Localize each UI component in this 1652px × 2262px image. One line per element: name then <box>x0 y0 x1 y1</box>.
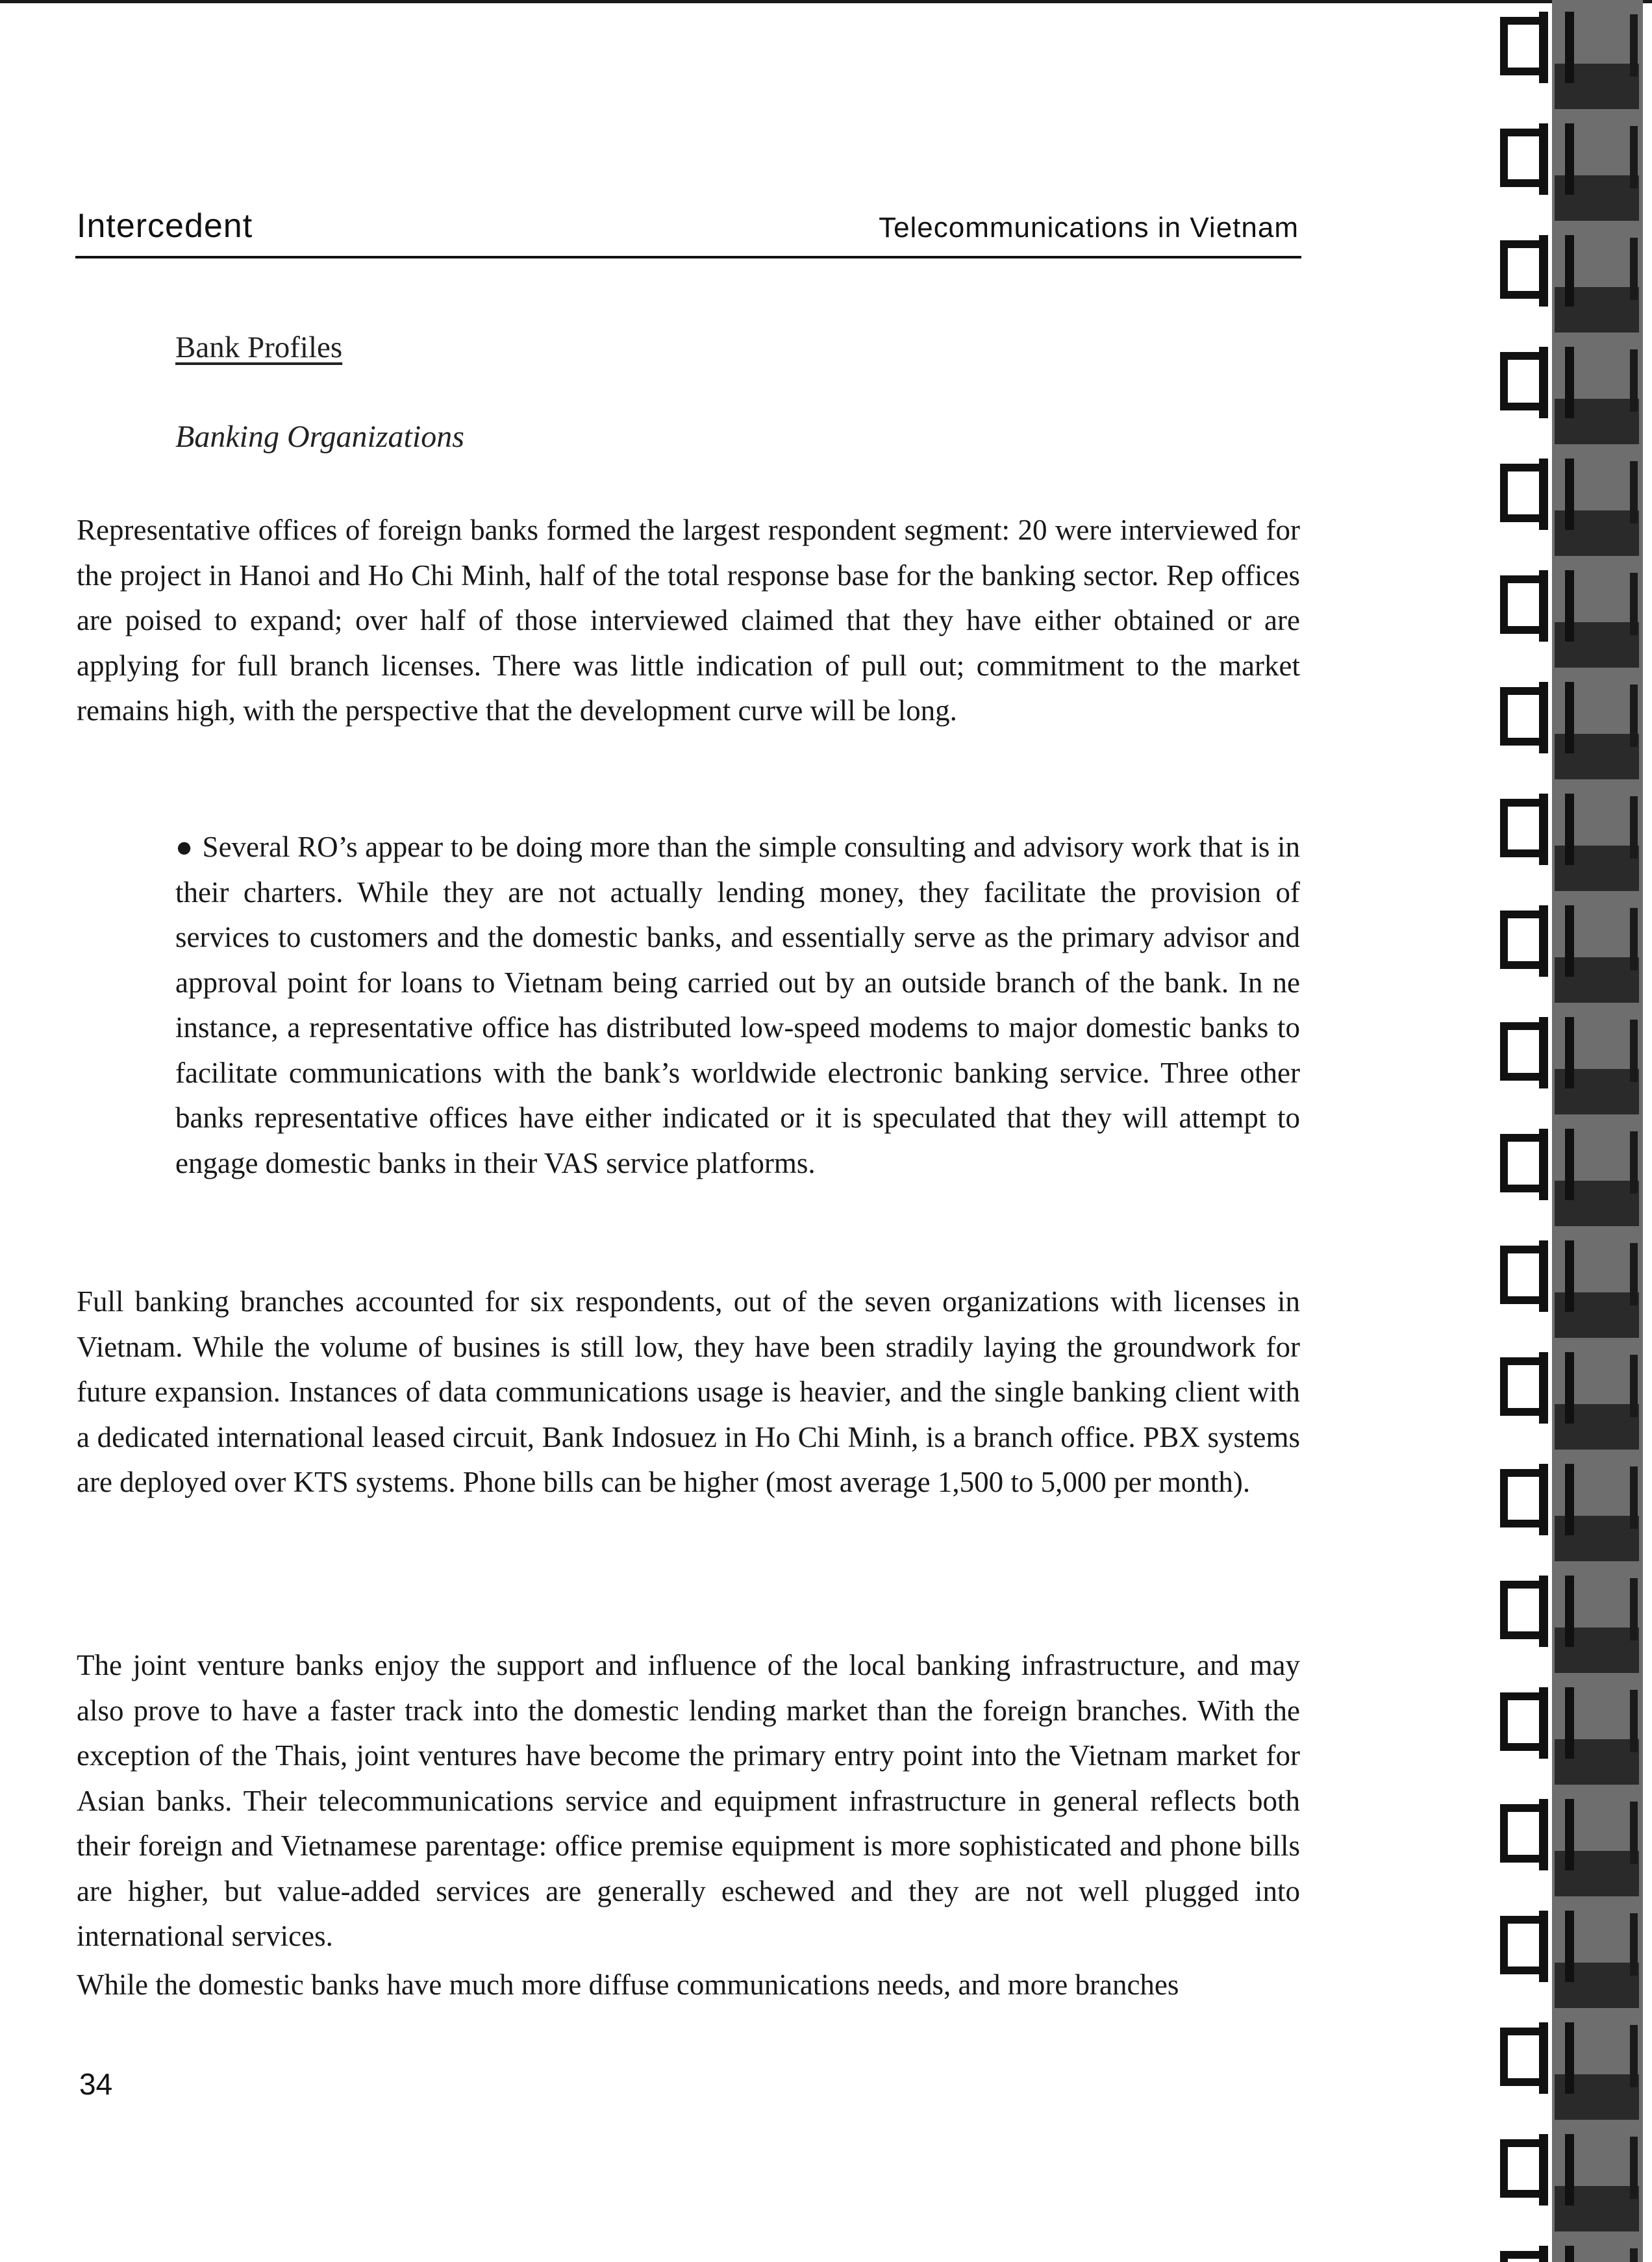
binding-ring-bar <box>1565 1799 1574 1870</box>
binding-coil <box>1504 1250 1539 1300</box>
binding-ring-bar <box>1565 459 1574 530</box>
paragraph-representative-offices: Representative offices of foreign banks formed the largest respondent segment: 20 were interviewed for the project in Hanoi and Ho Chi Minh, half of the total response base for the banking sector. Rep offices are poised to expand; over half of those interviewed claimed that they have either obtained or are applying for full branch licenses. There was little indication of pull out; commitment to the market remains high, with the perspective that the development curve will be long. <box>77 514 1300 727</box>
binding-ring-bar <box>1539 1129 1548 1200</box>
binding-ring-bar <box>1539 1464 1548 1535</box>
binding-coil <box>1504 1920 1539 1970</box>
binding-ring-edge <box>1630 126 1638 188</box>
binding-coil <box>1504 1026 1539 1077</box>
binding-ring-bar <box>1539 1240 1548 1312</box>
binding-ring-bar <box>1565 12 1574 83</box>
binding-coil <box>1504 579 1539 630</box>
paragraph-joint-ventures: The joint venture banks enjoy the support and influence of the local banking infrastructure, and may also prove to have a faster track into the domestic lending market than the foreign branches. With the exception of the Thais, joint ventures have become the primary entry point into the Vietnam market for Asian banks. Their telecommunications service and equipment infrastructure in general reflects both their foreign and Vietnamese parentage: office premise equipment is more sophisticated and phone bills are higher, but value-added services are generally eschewed and they are not well plugged into international services. <box>77 1649 1300 1952</box>
binding-ring-bar <box>1539 459 1548 530</box>
binding-ring-bar <box>1565 905 1574 977</box>
binding-coil <box>1504 2143 1539 2194</box>
binding-ring-bar <box>1565 2134 1574 2205</box>
binding-ring-bar <box>1539 905 1548 977</box>
binding-ring-bar <box>1565 794 1574 865</box>
header-divider <box>75 256 1301 258</box>
binding-ring-bar <box>1539 570 1548 642</box>
binding-ring-bar <box>1565 1240 1574 1312</box>
binding-ring-bar <box>1565 1017 1574 1088</box>
binding-ring-edge <box>1630 1578 1638 1640</box>
binding-coil <box>1504 1585 1539 1635</box>
binding-coil <box>1504 1696 1539 1747</box>
binding-ring-edge <box>1630 238 1638 300</box>
header-left-title: Intercedent <box>77 207 253 245</box>
binding-ring-bar <box>1539 2134 1548 2205</box>
binding-ring-bar <box>1565 1911 1574 1982</box>
binding-ring-edge <box>1630 1131 1638 1194</box>
binding-ring-bar <box>1539 347 1548 418</box>
binding-ring-edge <box>1630 1243 1638 1305</box>
binding-ring-edge <box>1630 349 1638 412</box>
binding-coil <box>1504 1808 1539 1859</box>
binding-ring-bar <box>1565 1129 1574 1200</box>
binding-ring-edge <box>1630 796 1638 859</box>
binding-ring-bar <box>1565 2246 1574 2262</box>
binding-coil <box>1504 1473 1539 1524</box>
binding-ring-edge <box>1630 1355 1638 1417</box>
binding-coil <box>1504 914 1539 965</box>
section-title: Bank Profiles <box>175 331 343 364</box>
bullet-item <box>175 825 1300 1186</box>
binding-coil <box>1504 468 1539 518</box>
binding-ring-bar <box>1539 235 1548 307</box>
binding-ring-bar <box>1539 794 1548 865</box>
binding-ring-edge <box>1630 2137 1638 2199</box>
binding-coil <box>1504 2255 1539 2262</box>
binding-ring-edge <box>1630 2025 1638 2087</box>
binding-ring-bar <box>1565 570 1574 642</box>
paragraph-full-branches: Full banking branches accounted for six respondents, out of the seven organizations with licenses in Vietnam. While the volume of busines is still low, they have been stradily laying the groundwork for future expansion. Instances of data communications usage is heavier, and the single banking client with a dedicated international leased circuit, Bank Indosuez in Ho Chi Minh, is a branch office. PBX systems are deployed over KTS systems. Phone bills can be higher (most average 1,500 to 5,000 per month). <box>77 1285 1300 1498</box>
binding-ring-edge <box>1630 573 1638 635</box>
binding-ring-bar <box>1539 1017 1548 1088</box>
subsection-title: Banking Organizations <box>175 420 464 454</box>
binding-ring-bar <box>1565 347 1574 418</box>
binding-ring-edge <box>1630 1913 1638 1976</box>
binding-ring-bar <box>1565 1352 1574 1424</box>
binding-ring-bar <box>1565 1687 1574 1759</box>
binding-coil <box>1504 2031 1539 2082</box>
header-right-title: Telecommunications in Vietnam <box>879 212 1299 244</box>
page-top-edge <box>0 0 1652 3</box>
binding-ring-edge <box>1630 2248 1638 2262</box>
binding-ring-edge <box>1630 1690 1638 1752</box>
binding-ring-bar <box>1539 1352 1548 1424</box>
binding-ring-bar <box>1539 1687 1548 1759</box>
binding-ring-bar <box>1565 1464 1574 1535</box>
binding-ring-edge <box>1630 1802 1638 1864</box>
binding-coil <box>1504 132 1539 183</box>
paragraph-domestic-banks: While the domestic banks have much more diffuse communications needs, and more branches <box>77 1968 1179 2001</box>
binding-coil <box>1504 691 1539 742</box>
bullet-icon: ● <box>175 831 194 863</box>
binding-ring-bar <box>1539 12 1548 83</box>
binding-ring-edge <box>1630 1466 1638 1529</box>
binding-ring-bar <box>1539 682 1548 753</box>
binding-ring-edge <box>1630 461 1638 523</box>
binding-coil <box>1504 1361 1539 1412</box>
binding-ring-bar <box>1539 1911 1548 1982</box>
binding-coil <box>1504 244 1539 295</box>
spiral-binding <box>1494 0 1652 2262</box>
binding-ring-bar <box>1539 1576 1548 1647</box>
binding-ring-bar <box>1565 682 1574 753</box>
binding-ring-edge <box>1630 1020 1638 1082</box>
binding-coil <box>1504 803 1539 853</box>
binding-ring-bar <box>1539 2022 1548 2094</box>
binding-coil <box>1504 1138 1539 1188</box>
binding-coil <box>1504 356 1539 407</box>
binding-ring-bar <box>1539 1799 1548 1870</box>
binding-ring-bar <box>1565 235 1574 307</box>
binding-ring-edge <box>1630 685 1638 747</box>
binding-ring-edge <box>1630 908 1638 970</box>
page-number: 34 <box>79 2067 113 2101</box>
binding-ring-bar <box>1565 123 1574 195</box>
binding-ring-bar <box>1565 1576 1574 1647</box>
binding-coil <box>1504 21 1539 71</box>
binding-ring-edge <box>1630 14 1638 77</box>
binding-ring-bar <box>1539 2246 1548 2262</box>
bullet-text: Several RO’s appear to be doing more than the simple consulting and advisory work that is in their charters. While they are not actually lending money, they facilitate the provision of services to customers and the domestic banks, and essentially serve as the primary advisor and approval point for loans to Vietnam being carried out by an outside branch of the bank. In ne instance, a representative office has distributed low-speed modems to major domestic banks to facilitate communications with the bank’s worldwide electronic banking service. Three other banks representative offices have either indicated or it is speculated that they will attempt to engage domestic banks in their VAS service platforms. <box>175 831 1300 1179</box>
binding-ring-bar <box>1539 123 1548 195</box>
binding-ring-bar <box>1565 2022 1574 2094</box>
